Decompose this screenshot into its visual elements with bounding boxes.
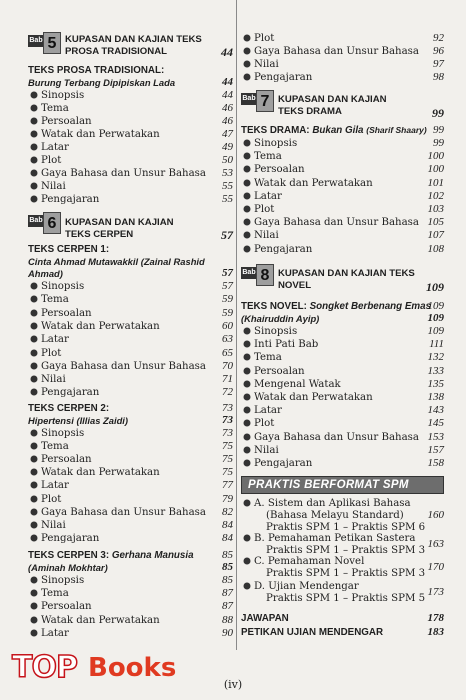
toc-entry[interactable]	[28, 360, 233, 373]
toc-entry-label: Tema	[41, 441, 69, 453]
toc-entry[interactable]	[28, 280, 233, 293]
toc-entry-label: Gaya Bahasa dan Unsur Bahasa	[41, 360, 206, 372]
toc-entry-label: Tema	[254, 151, 282, 163]
toc-entry[interactable]	[28, 373, 233, 386]
bullet-icon	[30, 169, 38, 177]
toc-entry-page: 105	[427, 216, 444, 229]
bullet-icon	[243, 139, 251, 147]
toc-entry[interactable]	[241, 243, 444, 256]
toc-entry-label: Pengajaran	[41, 387, 100, 399]
toc-entry-label: Watak dan Perwatakan	[41, 467, 160, 479]
bullet-icon	[243, 179, 251, 187]
bullet-icon	[30, 508, 38, 516]
toc-entry-label: Pengajaran	[254, 72, 313, 84]
toc-entry-page: 138	[427, 391, 444, 403]
toc-entry-page: 90	[222, 626, 233, 639]
toc-entry-page: 92	[433, 32, 444, 44]
chapter-title-line2: NOVEL	[278, 280, 312, 291]
praktis-section-banner: PRAKTIS BERFORMAT SPM	[241, 476, 444, 494]
bullet-icon	[243, 534, 251, 542]
toc-entry-page: 109	[427, 325, 444, 337]
praktis-entry-label: B. Pemahaman Petikan Sastera	[254, 533, 416, 544]
toc-entry[interactable]	[241, 137, 444, 150]
bullet-icon	[243, 327, 251, 335]
toc-entry[interactable]	[241, 216, 444, 229]
toc-entry-page: 107	[427, 229, 444, 242]
toc-entry-label: Plot	[41, 347, 62, 359]
toc-entry-label: Sinopsis	[41, 575, 85, 586]
bullet-icon	[30, 117, 38, 125]
chapter-title-line1: KUPASAN DAN KAJIAN	[65, 217, 174, 228]
bullet-icon	[243, 218, 251, 226]
toc-entry-label: Watak dan Perwatakan	[254, 392, 373, 403]
chapter-title-line2: TEKS CERPEN	[65, 229, 134, 240]
toc-entry[interactable]	[28, 154, 233, 167]
bullet-icon	[243, 557, 251, 565]
toc-entry-label: Sinopsis	[254, 138, 298, 149]
toc-entry-petikan[interactable]: PETIKAN UJIAN MENDENGAR 183	[241, 626, 444, 638]
bullet-icon	[30, 349, 38, 357]
bullet-icon	[243, 582, 251, 590]
toc-entry-label: Watak dan Perwatakan	[41, 614, 160, 626]
toc-entry-label: Latar	[254, 190, 282, 202]
bullet-icon	[243, 192, 251, 200]
toc-entry-page: 97	[433, 58, 444, 71]
toc-entry-page: 46	[222, 115, 233, 127]
toc-entry[interactable]	[28, 102, 233, 115]
toc-entry[interactable]	[28, 320, 233, 333]
bullet-icon	[30, 468, 38, 476]
bullet-icon	[243, 73, 251, 81]
toc-entry-label: Tema	[41, 294, 69, 306]
bullet-icon	[30, 388, 38, 396]
topbooks-watermark-logo	[12, 646, 180, 690]
toc-entry[interactable]	[241, 177, 444, 190]
section-subtitle[interactable]: Burung Terbang Dipipiskan Lada 44	[28, 76, 233, 88]
chapter-5-header[interactable]	[28, 32, 233, 60]
bullet-icon	[30, 589, 38, 597]
toc-entry[interactable]	[28, 333, 233, 346]
praktis-entry-label: A. Sistem dan Aplikasi Bahasa	[254, 498, 411, 509]
logo-books-text: Books	[88, 653, 177, 683]
toc-entry-page: 145	[427, 417, 444, 430]
toc-entry-label: Persoalan	[254, 164, 305, 176]
praktis-entry-page: 163	[427, 538, 444, 550]
bullet-icon	[243, 419, 251, 427]
toc-entry-page: 135	[427, 377, 444, 390]
toc-entry-page: 98	[433, 71, 444, 84]
toc-entry-label: Sinopsis	[41, 428, 85, 439]
toc-entry-label: Pengajaran	[254, 458, 313, 469]
toc-entry-label: Mengenal Watak	[254, 378, 341, 390]
toc-entry-page: 82	[222, 505, 233, 518]
toc-entry-label: Persoalan	[41, 454, 92, 466]
toc-entry-label: Tema	[254, 352, 282, 364]
chapter-title-line1: KUPASAN DAN KAJIAN TEKS	[65, 34, 202, 45]
toc-entry-page: 63	[222, 333, 233, 346]
bullet-icon	[243, 47, 251, 55]
toc-entry-page: 84	[222, 531, 233, 544]
toc-entry-page: 49	[222, 141, 233, 153]
logo-top-text: TOP	[12, 650, 77, 685]
praktis-entry-label: Praktis SPM 1 – Praktis SPM 6	[266, 522, 426, 533]
toc-entry-label: Nilai	[254, 59, 279, 71]
toc-entry-page: 153	[427, 430, 444, 443]
toc-entry-page: 158	[427, 457, 444, 469]
toc-entry-page: 73	[222, 427, 233, 439]
toc-entry[interactable]	[28, 519, 233, 532]
bullet-icon	[243, 433, 251, 441]
chapter-badge: Bab 6	[28, 212, 61, 234]
bullet-icon	[30, 130, 38, 138]
bullet-icon	[30, 143, 38, 151]
toc-entry[interactable]	[241, 58, 444, 71]
page-number: (iv)	[223, 678, 243, 691]
toc-entry[interactable]	[241, 351, 444, 364]
toc-entry[interactable]	[28, 167, 233, 180]
bullet-icon	[243, 340, 251, 348]
bullet-icon	[243, 380, 251, 388]
bullet-icon	[30, 495, 38, 503]
section-subtitle[interactable]: (Aminah Mokhtar) 85	[28, 561, 233, 573]
chapter-7-header[interactable]	[241, 90, 444, 118]
praktis-entry-label: C. Pemahaman Novel	[254, 556, 365, 567]
toc-entry-label: Nilai	[41, 181, 66, 192]
praktis-entry-label: Praktis SPM 1 – Praktis SPM 3	[266, 545, 426, 556]
toc-entry[interactable]	[241, 431, 444, 444]
bullet-icon	[30, 534, 38, 542]
toc-entry-label: Persoalan	[41, 307, 92, 319]
toc-entry[interactable]	[28, 466, 233, 479]
toc-entry-page: 55	[222, 193, 233, 205]
praktis-entry-page: 170	[427, 561, 444, 573]
toc-entry[interactable]	[241, 404, 444, 417]
toc-entry-page: 57	[222, 280, 233, 292]
chapter-page: 44	[221, 45, 233, 59]
bullet-icon	[30, 362, 38, 370]
chapter-badge: Bab 8	[241, 264, 274, 286]
toc-entry-label: Plot	[41, 493, 62, 505]
toc-entry[interactable]	[28, 293, 233, 306]
bullet-icon	[30, 602, 38, 610]
bullet-icon	[30, 521, 38, 529]
toc-entry-label: Persoalan	[254, 365, 305, 377]
toc-entry-page: 46	[222, 102, 233, 114]
column-divider	[236, 0, 237, 650]
bullet-icon	[30, 429, 38, 437]
toc-entry-page: 47	[222, 128, 233, 140]
toc-entry-page: 87	[222, 587, 233, 600]
bullet-icon	[243, 165, 251, 173]
bullet-icon	[30, 104, 38, 112]
praktis-entry-label: (Bahasa Melayu Standard)	[266, 510, 404, 521]
toc-entry-label: Gaya Bahasa dan Unsur Bahasa	[254, 46, 419, 58]
toc-entry-page: 75	[222, 440, 233, 453]
bullet-icon	[243, 446, 251, 454]
bullet-icon	[30, 322, 38, 330]
toc-entry-label: Inti Pati Bab	[254, 339, 319, 351]
praktis-entry-cont[interactable]	[241, 567, 444, 580]
toc-entry[interactable]	[28, 307, 233, 320]
toc-entry[interactable]	[241, 163, 444, 176]
toc-entry-page: 44	[222, 89, 233, 101]
section-subtitle[interactable]: (Khairuddin Ayip) 109	[241, 312, 444, 324]
toc-entry-label: Plot	[41, 155, 62, 166]
section-heading[interactable]: TEKS CERPEN 2: 73	[28, 402, 233, 414]
section-subtitle[interactable]: Hipertensi (Illias Zaidi) 73	[28, 414, 233, 426]
toc-entry[interactable]	[241, 45, 444, 58]
toc-entry-label: Watak dan Perwatakan	[254, 177, 373, 189]
toc-entry-page: 77	[222, 479, 233, 492]
toc-entry-label: Tema	[41, 588, 69, 600]
toc-entry[interactable]	[28, 587, 233, 600]
toc-entry-label: Nilai	[41, 374, 66, 386]
toc-entry-page: 59	[222, 306, 233, 319]
toc-entry-label: Nilai	[254, 230, 279, 242]
bullet-icon	[30, 91, 38, 99]
toc-entry-label: Persoalan	[41, 601, 92, 613]
toc-entry-page: 96	[433, 45, 444, 58]
toc-entry-page: 100	[427, 150, 444, 163]
bullet-icon	[30, 156, 38, 164]
bullet-icon	[243, 367, 251, 375]
toc-entry[interactable]	[28, 180, 233, 193]
bullet-icon	[30, 309, 38, 317]
toc-entry[interactable]	[28, 506, 233, 519]
praktis-entry-label: Praktis SPM 1 – Praktis SPM 5	[266, 593, 426, 604]
toc-entry-page: 157	[427, 443, 444, 456]
section-heading[interactable]: TEKS CERPEN 3: Gerhana Manusia 85	[28, 549, 233, 561]
section-heading[interactable]: TEKS DRAMA: Bukan Gila (Sharif Shaary) 99	[241, 124, 444, 136]
toc-entry-label: Nilai	[41, 519, 66, 531]
toc-entry[interactable]	[241, 325, 444, 338]
toc-entry[interactable]	[241, 338, 444, 351]
bullet-icon	[30, 282, 38, 290]
toc-entry[interactable]	[241, 71, 444, 84]
toc-entry[interactable]	[241, 229, 444, 242]
bullet-icon	[243, 393, 251, 401]
toc-entry-page: 85	[222, 574, 233, 586]
bullet-icon	[30, 335, 38, 343]
chapter-title-line1: KUPASAN DAN KAJIAN TEKS	[278, 268, 415, 279]
toc-entry-label: Tema	[41, 103, 69, 114]
chapter-title-line2: TEKS DRAMA	[278, 106, 342, 117]
toc-entry[interactable]	[28, 440, 233, 453]
toc-entry-label: Gaya Bahasa dan Unsur Bahasa	[41, 168, 206, 179]
toc-entry-label: Plot	[254, 204, 275, 215]
section-subtitle-cont[interactable]: Ahmad) 57	[28, 267, 233, 279]
toc-entry-page: 143	[427, 404, 444, 417]
toc-entry[interactable]	[241, 365, 444, 378]
toc-entry-page: 111	[429, 338, 444, 351]
toc-entry-label: Gaya Bahasa dan Unsur Bahasa	[254, 431, 419, 443]
toc-entry-label: Watak dan Perwatakan	[41, 320, 160, 332]
toc-entry-label: Persoalan	[41, 116, 92, 127]
bullet-icon	[30, 375, 38, 383]
toc-entry-label: Sinopsis	[254, 326, 298, 337]
chapter-page: 109	[426, 280, 444, 294]
section-heading: TEKS PROSA TRADISIONAL:	[28, 65, 165, 76]
toc-entry-page: 65	[222, 346, 233, 359]
section-heading[interactable]: TEKS NOVEL: Songket Berbenang Emas 109	[241, 300, 444, 312]
toc-entry-page: 132	[427, 351, 444, 364]
chapter-6-header[interactable]	[28, 212, 233, 240]
bullet-icon	[243, 245, 251, 253]
toc-entry-label: Nilai	[254, 444, 279, 456]
toc-entry-label: Sinopsis	[41, 281, 85, 292]
praktis-entry-label: Praktis SPM 1 – Praktis SPM 3	[266, 568, 426, 579]
toc-entry-page: 70	[222, 359, 233, 372]
bullet-icon	[30, 481, 38, 489]
toc-entry-label: Latar	[41, 334, 69, 346]
toc-entry[interactable]	[28, 453, 233, 466]
toc-entry[interactable]	[241, 391, 444, 404]
toc-entry[interactable]	[28, 141, 233, 154]
toc-entry-page: 87	[222, 600, 233, 613]
toc-entry-label: Plot	[254, 418, 275, 430]
toc-entry-label: Pengajaran	[254, 243, 313, 255]
toc-entry-page: 59	[222, 293, 233, 306]
toc-entry[interactable]	[28, 493, 233, 506]
chapter-badge: Bab 5	[28, 32, 61, 54]
bullet-icon	[243, 231, 251, 239]
toc-entry-label: Latar	[41, 480, 69, 492]
toc-entry-page: 53	[222, 167, 233, 179]
toc-entry-page: 88	[222, 613, 233, 626]
toc-entry[interactable]	[28, 479, 233, 492]
toc-entry-page: 100	[427, 163, 444, 176]
toc-entry[interactable]	[28, 193, 233, 206]
toc-entry-label: Gaya Bahasa dan Unsur Bahasa	[254, 217, 419, 229]
toc-entry-label: Gaya Bahasa dan Unsur Bahasa	[41, 506, 206, 518]
bullet-icon	[243, 499, 251, 507]
bullet-icon	[30, 442, 38, 450]
toc-entry[interactable]	[241, 150, 444, 163]
praktis-entry-cont[interactable]	[241, 592, 444, 605]
bullet-icon	[30, 616, 38, 624]
toc-entry[interactable]	[241, 378, 444, 391]
toc-entry[interactable]	[28, 128, 233, 141]
praktis-entry-page: 173	[427, 586, 444, 598]
toc-entry-label: Sinopsis	[41, 90, 85, 101]
toc-entry[interactable]	[28, 600, 233, 613]
bullet-icon	[243, 353, 251, 361]
toc-entry[interactable]	[241, 457, 444, 470]
toc-entry-label: Pengajaran	[41, 532, 100, 544]
toc-entry-page: 50	[222, 154, 233, 166]
toc-entry-page: 103	[427, 203, 444, 215]
chapter-page: 57	[221, 228, 233, 242]
toc-entry-page: 84	[222, 518, 233, 531]
toc-entry-label: Watak dan Perwatakan	[41, 129, 160, 140]
toc-entry-page: 75	[222, 453, 233, 466]
bullet-icon	[30, 195, 38, 203]
toc-entry-page: 133	[427, 364, 444, 377]
toc-entry[interactable]	[28, 614, 233, 627]
toc-entry[interactable]	[241, 203, 444, 216]
toc-entry[interactable]	[28, 574, 233, 587]
toc-entry-page: 79	[222, 492, 233, 505]
chapter-title-line1: KUPASAN DAN KAJIAN	[278, 94, 387, 105]
chapter-badge: Bab 7	[241, 90, 274, 112]
bullet-icon	[243, 60, 251, 68]
toc-entry[interactable]	[28, 627, 233, 640]
chapter-page: 99	[432, 106, 444, 120]
toc-entry-page: 72	[222, 386, 233, 399]
section-subtitle[interactable]: Cinta Ahmad Mutawakkil (Zainal Rashid	[28, 256, 205, 267]
praktis-entry-label: D. Ujian Mendengar	[254, 581, 359, 592]
toc-entry[interactable]	[28, 427, 233, 440]
bullet-icon	[30, 455, 38, 463]
toc-entry-page: 71	[222, 373, 233, 386]
toc-entry-page: 101	[427, 176, 444, 189]
chapter-title-line2: PROSA TRADISIONAL	[65, 46, 167, 57]
toc-entry[interactable]	[28, 386, 233, 399]
toc-entry-label: Pengajaran	[41, 194, 100, 205]
toc-entry-label: Latar	[41, 142, 69, 153]
toc-entry-label: Latar	[254, 405, 282, 417]
bullet-icon	[30, 629, 38, 637]
toc-entry[interactable]	[28, 532, 233, 545]
bullet-icon	[30, 295, 38, 303]
section-heading: TEKS CERPEN 1:	[28, 244, 110, 255]
toc-entry-page: 108	[427, 242, 444, 255]
toc-entry-label: Latar	[41, 627, 69, 639]
toc-entry-label: Plot	[254, 33, 275, 44]
chapter-8-header[interactable]	[241, 264, 444, 292]
toc-entry-page: 102	[427, 189, 444, 202]
bullet-icon	[30, 576, 38, 584]
bullet-icon	[243, 34, 251, 42]
toc-entry-page: 99	[433, 137, 444, 149]
toc-entry[interactable]	[241, 444, 444, 457]
toc-entry[interactable]	[241, 32, 444, 45]
toc-entry[interactable]	[241, 417, 444, 430]
toc-entry[interactable]	[28, 115, 233, 128]
toc-entry[interactable]	[28, 89, 233, 102]
praktis-entry-page: 160	[427, 509, 444, 521]
bullet-icon	[243, 152, 251, 160]
bullet-icon	[243, 459, 251, 467]
bullet-icon	[243, 205, 251, 213]
bullet-icon	[243, 406, 251, 414]
toc-entry-page: 60	[222, 319, 233, 332]
toc-entry-page: 55	[222, 180, 233, 192]
toc-entry-jawapan[interactable]: JAWAPAN 178	[241, 612, 444, 624]
toc-entry-page: 75	[222, 466, 233, 479]
toc-entry[interactable]	[241, 190, 444, 203]
bullet-icon	[30, 182, 38, 190]
toc-entry[interactable]	[28, 347, 233, 360]
